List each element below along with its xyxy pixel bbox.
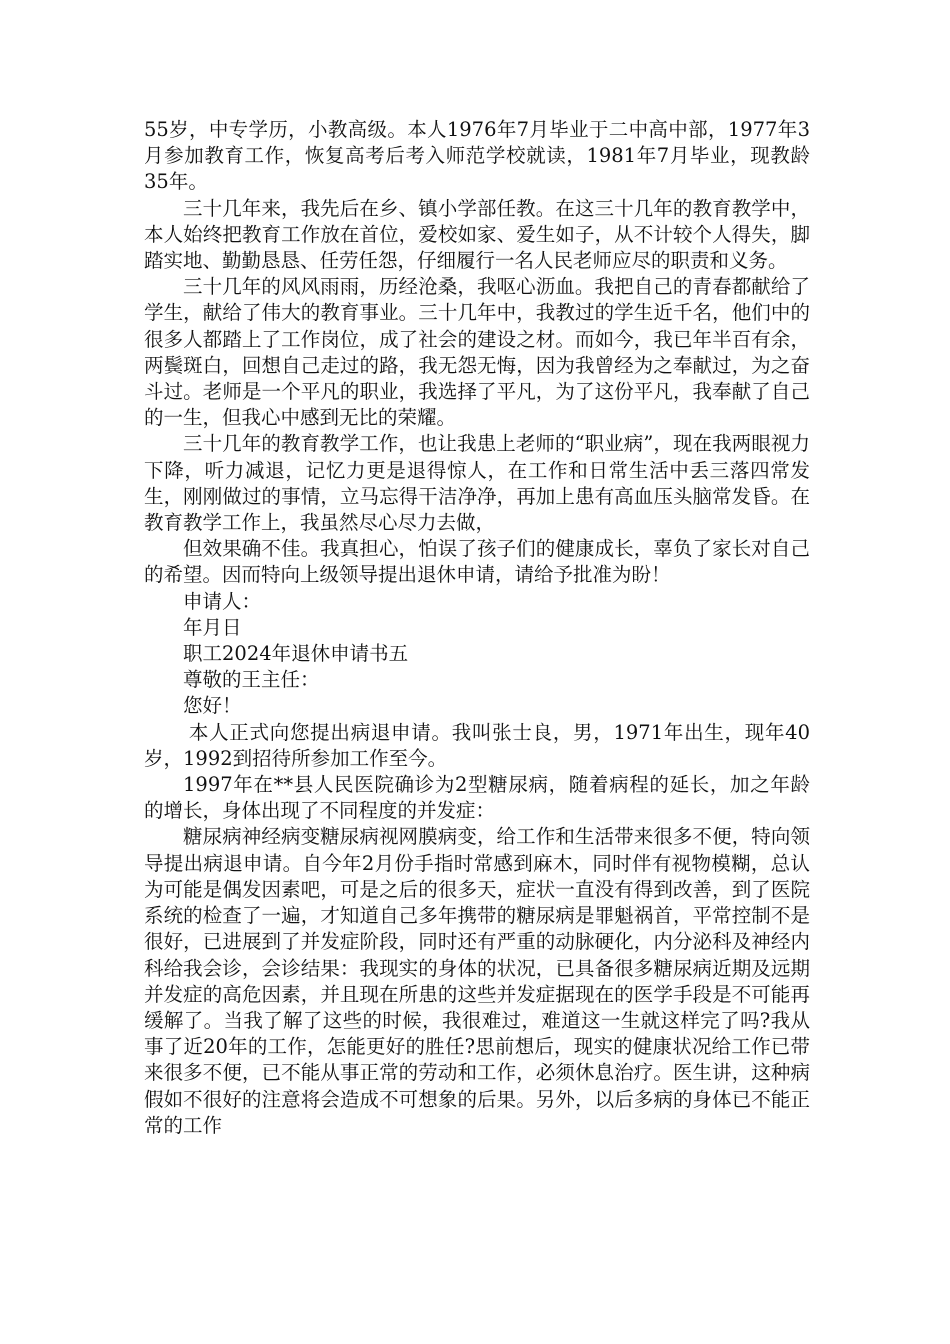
applicant-label: 申请人： (183, 589, 262, 613)
greeting: 您好！ (183, 694, 242, 718)
paragraph-retirement-request: 但效果确不佳。我真担心，怕误了孩子们的健康成长，辜负了家长对自己的希望。因而特向上级领导提出退休申请，请给予批准为盼！ (144, 537, 810, 587)
paragraph-occupational-illness: 三十几年的教育教学工作，也让我患上老师的“职业病”，现在我两眼视力下降，听力减退，记忆力更是退得惊人，在工作和日常生活中丢三落四常发生，刚刚做过的事情，立马忘得干洁净净，再加上患有高血压头脑常发昏。在教育教学工作上，我虽然尽心尽力去做， (144, 432, 810, 535)
document-page (144, 117, 810, 1139)
date-label: 年月日 (183, 615, 242, 639)
paragraph-sick-leave-intro: 本人正式向您提出病退申请。我叫张士良，男，1971年出生，现年40岁，1992到招待所参加工作至今。 (144, 720, 810, 770)
section-title: 职工2024年退休申请书五 (183, 642, 409, 666)
paragraph-dedication: 三十几年的风风雨雨，历经沧桑，我呕心沥血。我把自己的青春都献给了学生，献给了伟大的教育事业。三十几年中，我教过的学生近千名，他们中的很多人都踏上了工作岗位，成了社会的建设之材。而如今，我已年半百有余，两鬓斑白，回想自己走过的路，我无怨无悔，因为我曾经为之奉献过，为之奋斗过。老师是一个平凡的职业，我选择了平凡，为了这份平凡，我奉献了自己的一生，但我心中感到无比的荣耀。 (144, 275, 810, 430)
salutation: 尊敬的王主任： (183, 668, 320, 692)
paragraph-diagnosis: 1997年在**县人民医院确诊为2型糖尿病，随着病程的延长，加之年龄的增长，身体出现了不同程度的并发症： (144, 773, 810, 823)
paragraph-education-background: 55岁，中专学历，小教高级。本人1976年7月毕业于二中高中部，1977年3月参加教育工作，恢复高考后考入师范学校就读，1981年7月毕业，现教龄35年。 (144, 118, 810, 194)
paragraph-teaching-career: 三十几年来，我先后在乡、镇小学部任教。在这三十几年的教育教学中，本人始终把教育工作放在首位，爱校如家、爱生如子，从不计较个人得失，脚踏实地、勤勤恳恳、任劳任怨，仔细履行一名人民老师应尽的职责和义务。 (144, 196, 810, 273)
paragraph-complications: 糖尿病神经病变糖尿病视网膜病变，给工作和生活带来很多不便，特向领导提出病退申请。自今年2月份手指时常感到麻木，同时伴有视物模糊，总认为可能是偶发因素吧，可是之后的很多天，症状一直没有得到改善，到了医院系统的检查了一遍，才知道自己多年携带的糖尿病是罪魁祸首，平常控制不是很好，已进展到了并发症阶段，同时还有严重的动脉硬化，内分泌科及神经内科给我会诊，会诊结果：我现实的身体的状况，已具备很多糖尿病近期及远期并发症的高危因素，并且现在所患的这些并发症据现在的医学手段是不可能再缓解了。当我了解了这些的时候，我很难过，难道这一生就这样完了吗?我从事了近20年的工作，怎能更好的胜任?思前想后，现实的健康状况给工作已带来很多不便，已不能从事正常的劳动和工作，必须休息治疗。医生讲，这种病假如不很好的注意将会造成不可想象的后果。另外，以后多病的身体已不能正常的工作 (144, 825, 810, 1137)
